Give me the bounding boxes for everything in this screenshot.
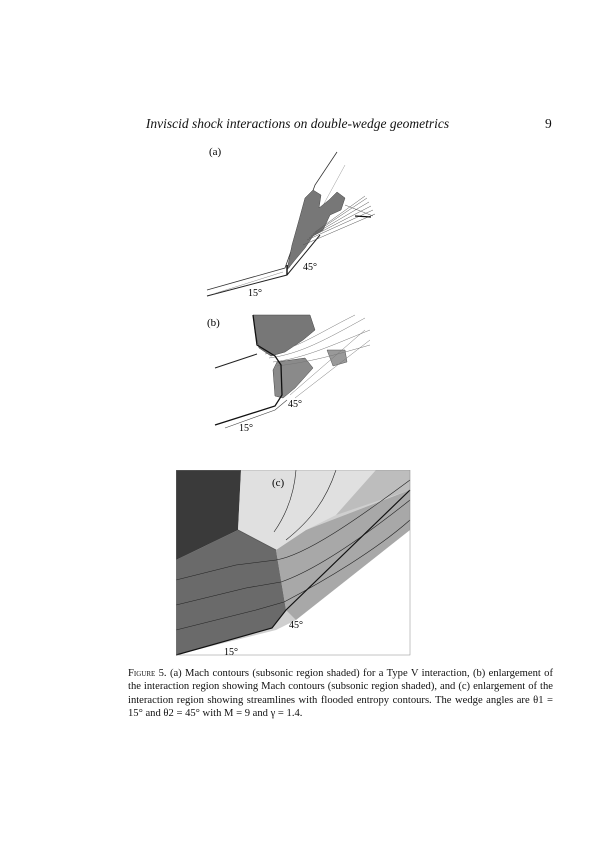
panel-a-subsonic-region (287, 190, 345, 270)
panel-c-label: (c) (272, 477, 285, 489)
figure-caption (128, 667, 553, 721)
panel-a-label: (a) (209, 146, 222, 158)
caption-figure-word: Figure (128, 668, 156, 679)
panel-b-angle-15: 15° (239, 423, 253, 434)
panel-a-angle-15: 15° (248, 288, 262, 299)
page-number: 9 (545, 116, 552, 131)
panel-c-angle-45: 45° (289, 620, 303, 631)
figure-panel-c (176, 470, 411, 660)
running-header-title: Inviscid shock interactions on double-wedge geometrics (145, 116, 450, 131)
figure-panel-a (195, 140, 395, 300)
caption-text: 5. (a) Mach contours (subsonic region shaded) for a Type V interaction, (b) enlargement of the interaction region showing Mach contours (subsonic region shaded), and (c) enlargement of the interaction region showing streamlines with flooded entropy contours. The wedge angles are θ1 = 15° and θ2 = 45° with M = 9 and γ = 1.4. (128, 668, 553, 720)
figure-panel-b (195, 310, 375, 440)
panel-c-angle-15: 15° (224, 647, 238, 658)
panel-b-label: (b) (207, 317, 220, 329)
panel-a-angle-45: 45° (303, 262, 317, 273)
panel-b-angle-45: 45° (288, 399, 302, 410)
